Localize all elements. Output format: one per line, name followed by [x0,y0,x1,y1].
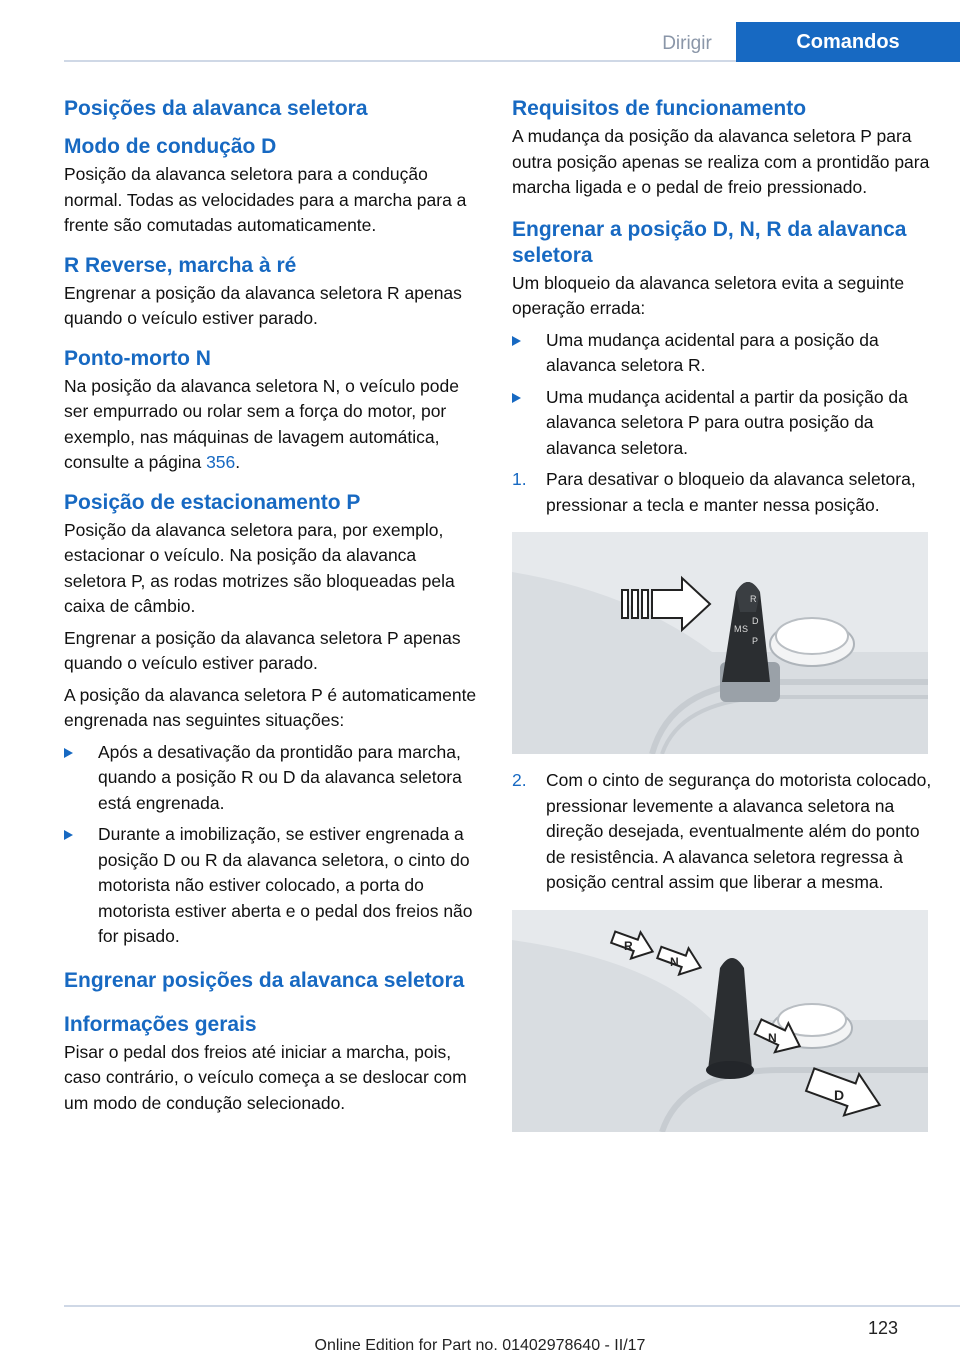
arrow-label-d: D [834,1086,845,1103]
paragraph-text: . [235,452,241,472]
lever-label-s: S [742,624,749,634]
paragraph-text: Na posição da alavanca seletora N, o veículo pode ser empurrado ou rolar sem a força do motor, por exemplo, nas máquinas de lavagem automática, consulte a página [64,375,459,472]
subsection-title-neutral: Ponto-morto N [64,346,211,370]
lever-label-m: M [734,624,742,634]
page-link[interactable]: 356 [206,452,236,472]
list-item-text: Durante a imobilização, se estiver engrenada a posição D ou R da alavanca seletora, o cinto do motorista não estiver colocado, a porta do motorista estiver aberta e o pedal dos freios não for pisado. [98,824,473,946]
section-title-engage: Engrenar posições da alavanca seletora [64,968,465,992]
subsection-title-drive: Modo de condução D [64,135,277,158]
paragraph: A mudança da posição da alavanca seletora P para outra posição apenas se realiza com a prontidão para marcha ligada e o pedal de freio pressionado. [512,126,930,197]
lever-label-p: P [752,636,759,646]
arrow-label-n2: N [768,1030,777,1045]
footer-rule [64,1305,960,1307]
section-title: Posições da alavanca seletora [64,97,368,120]
paragraph: Um bloqueio da alavanca seletora evita a seguinte operação errada: [512,272,905,318]
left-column [64,96,482,1116]
paragraph: Posição da alavanca seletora para, por exemplo, estacionar o veículo. Na posição da alavanca seletora P, as rodas motrizes são bloqueadas pela caixa de câmbio. [64,519,455,616]
triangle-bullet-icon [64,830,73,840]
list-item-text: Para desativar o bloqueio da alavanca seletora, pressionar a tecla e manter nessa posição. [546,469,916,515]
list-item-text: Com o cinto de segurança do motorista colocado, pressionar levemente a alavanca seletora na direção desejada, eventualmente além do ponto de resistência. A alavanca seletora regressa à posição central assim que liberar a mesma. [546,770,932,892]
paragraph [64,374,482,476]
triangle-bullet-icon [512,336,521,346]
arrow-label-r: R [624,938,633,953]
list-item [64,822,482,950]
list-item [512,467,932,518]
list-item [512,768,932,896]
paragraph: Posição da alavanca seletora para a condução normal. Todas as velocidades para a marcha para a frente são comutadas automaticamente. [64,164,467,235]
paragraph: Engrenar a posição da alavanca seletora R apenas quando o veículo estiver parado. [64,282,462,328]
selector-lever-illustration [512,532,928,754]
triangle-bullet-icon [64,748,73,758]
tab-comandos[interactable]: Comandos [736,22,960,62]
step-number: 1. [512,469,527,489]
list-item-text: Uma mudança acidental para a posição da alavanca seletora R. [546,329,879,375]
subsection-title-requirements: Requisitos de funcionamento [512,97,807,120]
list-item-text: Uma mudança acidental a partir da posição da alavanca seletora P para outra posição da alavanca seletora. [546,386,908,458]
step-number: 2. [512,770,527,790]
subsection-title-general: Informações gerais [64,1012,257,1036]
list-item [512,328,932,379]
subsection-title-park: Posição de estacionamento P [64,490,361,514]
tab-dirigir[interactable]: Dirigir [662,33,712,54]
figure-selector-lever-directions [512,910,928,1132]
lever-label-d: D [752,616,759,626]
bullet-list [64,740,482,950]
list-item [64,740,482,817]
list-item [512,385,932,462]
triangle-bullet-icon [512,393,521,403]
selector-directions-illustration [512,910,928,1132]
paragraph: A posição da alavanca seletora P é automaticamente engrenada nas seguintes situações: [64,684,477,730]
paragraph: Pisar o pedal dos freios até iniciar a marcha, pois, caso contrário, o veículo começa a se deslocar com um modo de condução selecionado. [64,1041,467,1113]
figure-selector-lever-button [512,532,928,754]
page-number: 123 [867,1318,898,1338]
arrow-label-n: N [670,954,679,969]
paragraph: Engrenar a posição da alavanca seletora P apenas quando o veículo estiver parado. [64,627,461,673]
subsection-title-reverse: R Reverse, marcha à ré [64,253,297,277]
edition-footer: Online Edition for Part no. 01402978640 - II/17 [314,1337,646,1354]
bullet-list [512,328,932,519]
step-list [512,768,932,896]
lever-label-r: R [750,594,757,604]
subsection-title-engage-dnr: Engrenar a posição D, N, R da alavanca seletora [512,217,907,267]
list-item-text: Após a desativação da prontidão para marcha, quando a posição R ou D da alavanca seletora está engrenada. [98,741,462,813]
right-column [512,96,932,1146]
